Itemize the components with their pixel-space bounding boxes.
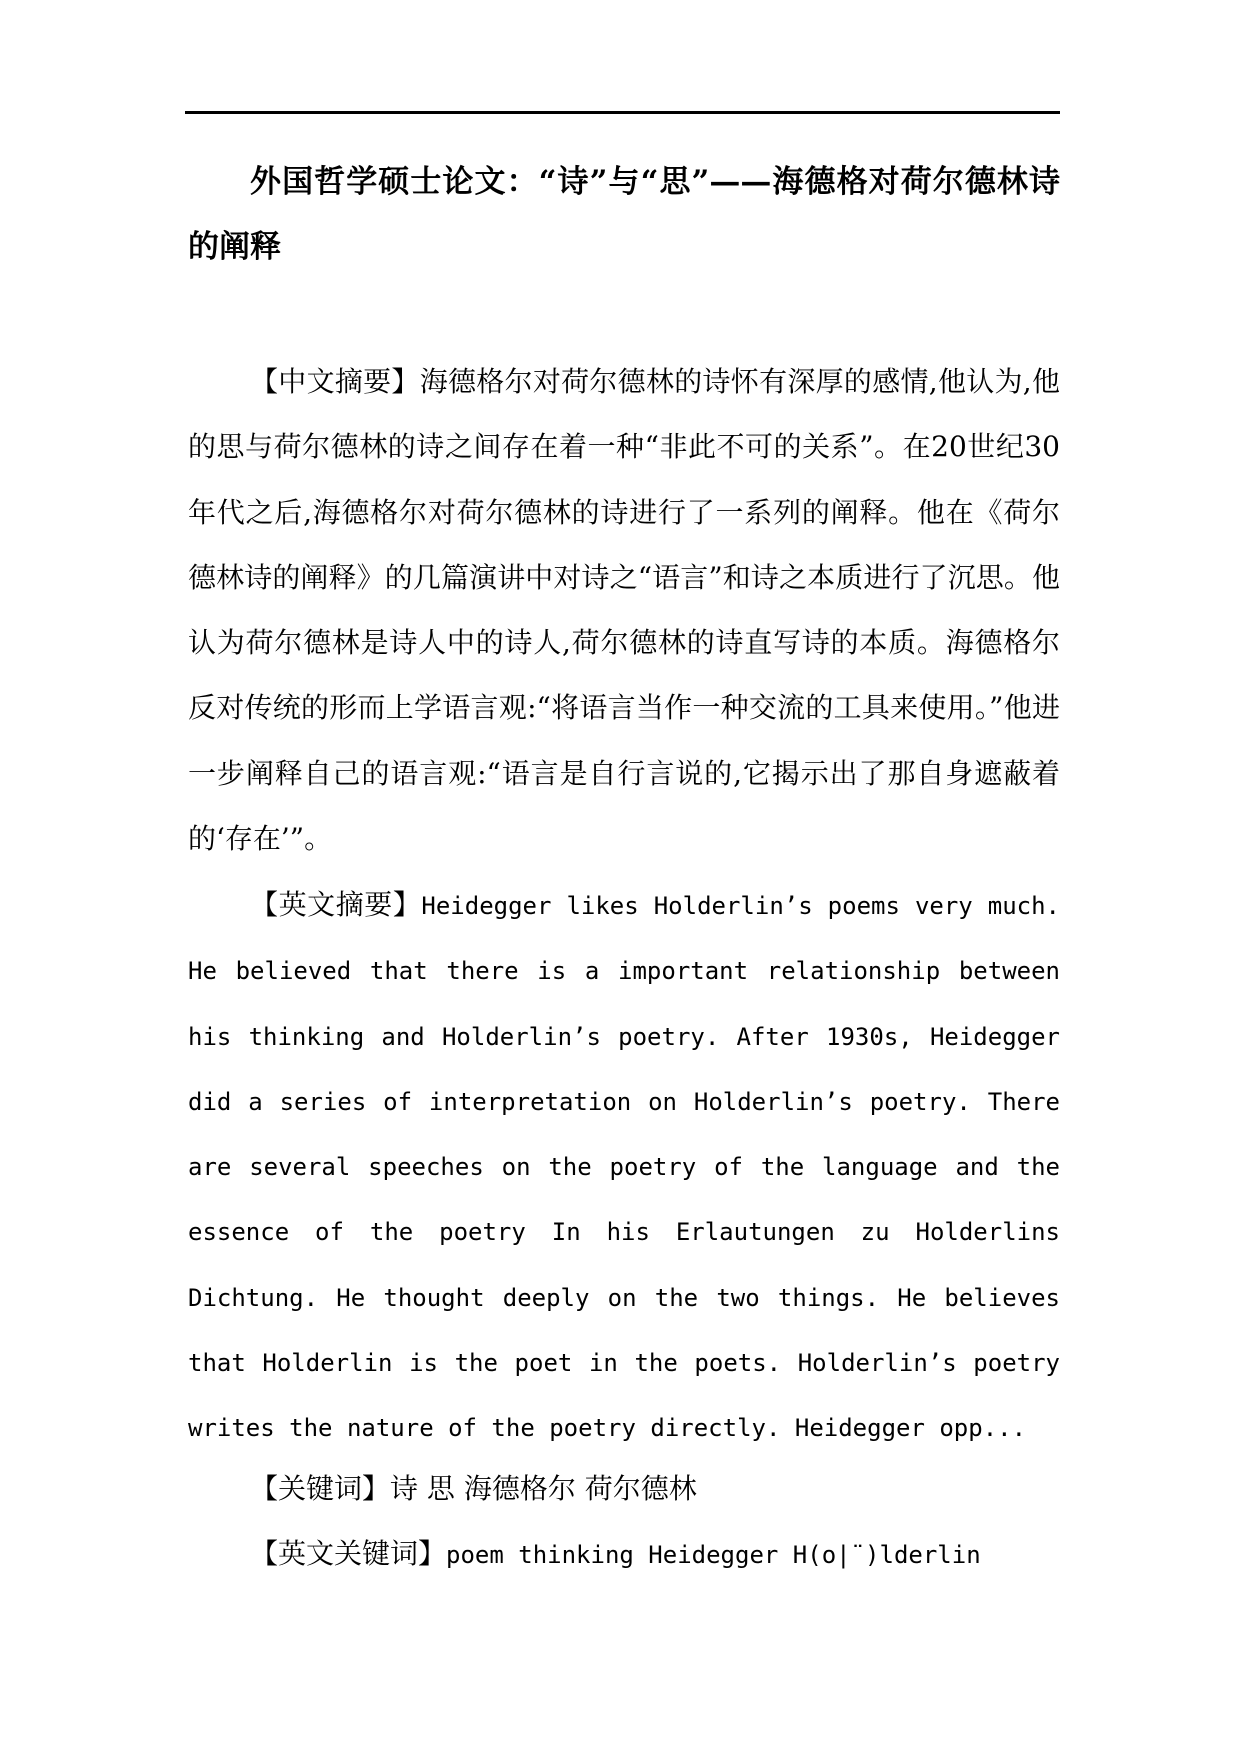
english-keywords-label: 【英文关键词】 xyxy=(250,1537,447,1570)
chinese-abstract-label: 【中文摘要】 xyxy=(250,365,420,398)
chinese-abstract-text: 海德格尔对荷尔德林的诗怀有深厚的感情,他认为,他的思与荷尔德林的诗之间存在着一种“非此不可的关系”。在20世纪30年代之后,海德格尔对荷尔德林的诗进行了一系列的阐释。他在《荷尔德林诗的阐释》的几篇演讲中对诗之“语言”和诗之本质进行了沉思。他认为荷尔德林是诗人中的诗人,荷尔德林的诗直写诗的本质。海德格尔反对传统的形而上学语言观:“将语言当作一种交流的工具来使用。”他进一步阐释自己的语言观:“语言是自行言说的,它揭示出了那自身遮蔽着的‘存在’”。 xyxy=(188,365,1060,856)
english-abstract-text: Heidegger likes Holderlin’s poems very much. He believed that there is a important relationship between his thinking and Holderlin’s poetry. After 1930s, Heidegger did a series of interpretation on Holderlin’s poetry. There are several speeches on the poetry of the language and the essence of the poetry In his Erlautungen zu Holderlins Dichtung. He thought deeply on the two things. He believes that Holderlin is the poet in the poets. Holderlin’s poetry writes the nature of the poetry directly. Heidegger opp... xyxy=(188,892,1060,1443)
keywords-text: 诗 思 海德格尔 荷尔德林 xyxy=(390,1472,697,1505)
keywords xyxy=(188,1456,1060,1521)
english-keywords-text: poem thinking Heidegger H(o|¨)lderlin xyxy=(446,1541,981,1569)
chinese-abstract xyxy=(188,349,1060,871)
document-title: 外国哲学硕士论文：“诗”与“思”——海德格对荷尔德林诗的阐释 xyxy=(188,164,1060,265)
keywords-label: 【关键词】 xyxy=(250,1472,391,1505)
header-rule xyxy=(185,111,1060,114)
english-abstract-label: 【英文摘要】 xyxy=(250,888,422,921)
english-abstract xyxy=(188,872,1060,1462)
english-keywords xyxy=(188,1521,1060,1588)
